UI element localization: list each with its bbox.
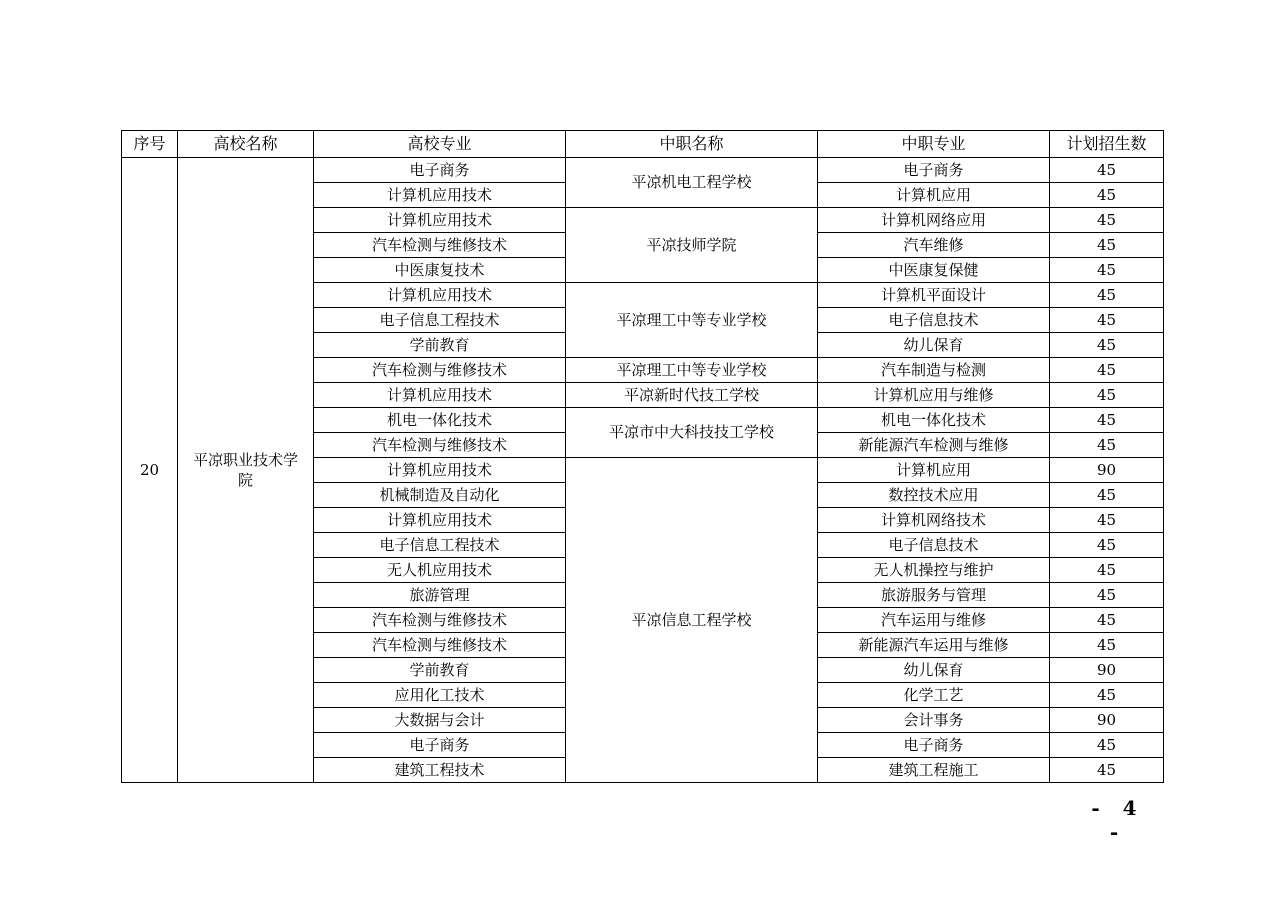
- vocational-school-cell: 平凉理工中等专业学校: [566, 358, 818, 383]
- vocational-school-cell: 平凉技师学院: [566, 208, 818, 283]
- quota-cell: 45: [1050, 433, 1164, 458]
- quota-cell: 45: [1050, 308, 1164, 333]
- quota-cell: 45: [1050, 358, 1164, 383]
- college-major-cell: 电子商务: [314, 158, 566, 183]
- vocational-major-cell: 计算机网络技术: [818, 508, 1050, 533]
- quota-cell: 45: [1050, 533, 1164, 558]
- quota-cell: 45: [1050, 583, 1164, 608]
- college-major-cell: 计算机应用技术: [314, 283, 566, 308]
- quota-cell: 45: [1050, 383, 1164, 408]
- vocational-major-cell: 电子信息技术: [818, 533, 1050, 558]
- quota-cell: 45: [1050, 333, 1164, 358]
- college-major-cell: 旅游管理: [314, 583, 566, 608]
- quota-cell: 45: [1050, 283, 1164, 308]
- vocational-major-cell: 汽车运用与维修: [818, 608, 1050, 633]
- vocational-major-cell: 化学工艺: [818, 683, 1050, 708]
- vocational-school-cell: 平凉理工中等专业学校: [566, 283, 818, 358]
- vocational-major-cell: 无人机操控与维护: [818, 558, 1050, 583]
- vocational-major-cell: 计算机应用: [818, 458, 1050, 483]
- quota-cell: 45: [1050, 483, 1164, 508]
- vocational-major-cell: 计算机应用与维修: [818, 383, 1050, 408]
- vocational-major-cell: 旅游服务与管理: [818, 583, 1050, 608]
- quota-cell: 45: [1050, 758, 1164, 783]
- enrollment-plan-table: [121, 130, 1164, 783]
- header-seq: 序号: [122, 131, 178, 158]
- college-major-cell: 电子商务: [314, 733, 566, 758]
- college-major-cell: 中医康复技术: [314, 258, 566, 283]
- vocational-major-cell: 汽车制造与检测: [818, 358, 1050, 383]
- college-major-cell: 应用化工技术: [314, 683, 566, 708]
- college-major-cell: 电子信息工程技术: [314, 533, 566, 558]
- header-quota: 计划招生数: [1050, 131, 1164, 158]
- vocational-major-cell: 新能源汽车运用与维修: [818, 633, 1050, 658]
- college-major-cell: 计算机应用技术: [314, 183, 566, 208]
- seq-cell: 20: [122, 158, 178, 783]
- vocational-major-cell: 电子商务: [818, 158, 1050, 183]
- college-major-cell: 计算机应用技术: [314, 508, 566, 533]
- header-vocational-school: 中职名称: [566, 131, 818, 158]
- vocational-school-cell: 平凉新时代技工学校: [566, 383, 818, 408]
- college-major-cell: 学前教育: [314, 658, 566, 683]
- vocational-major-cell: 幼儿保育: [818, 333, 1050, 358]
- college-major-cell: 无人机应用技术: [314, 558, 566, 583]
- college-major-cell: 计算机应用技术: [314, 208, 566, 233]
- college-major-cell: 计算机应用技术: [314, 383, 566, 408]
- college-major-cell: 建筑工程技术: [314, 758, 566, 783]
- quota-cell: 45: [1050, 258, 1164, 283]
- college-major-cell: 汽车检测与维修技术: [314, 633, 566, 658]
- page-number: - 4 -: [1091, 796, 1145, 844]
- quota-cell: 90: [1050, 458, 1164, 483]
- college-major-cell: 汽车检测与维修技术: [314, 358, 566, 383]
- vocational-major-cell: 电子商务: [818, 733, 1050, 758]
- quota-cell: 90: [1050, 658, 1164, 683]
- quota-cell: 45: [1050, 508, 1164, 533]
- table-header-row: [122, 131, 1164, 158]
- header-college-name: 高校名称: [178, 131, 314, 158]
- vocational-major-cell: 幼儿保育: [818, 658, 1050, 683]
- quota-cell: 45: [1050, 558, 1164, 583]
- vocational-major-cell: 数控技术应用: [818, 483, 1050, 508]
- college-name-cell: 平凉职业技术学院: [178, 158, 314, 783]
- quota-cell: 45: [1050, 633, 1164, 658]
- vocational-school-cell: 平凉市中大科技技工学校: [566, 408, 818, 458]
- college-major-cell: 大数据与会计: [314, 708, 566, 733]
- college-major-cell: 学前教育: [314, 333, 566, 358]
- vocational-major-cell: 新能源汽车检测与维修: [818, 433, 1050, 458]
- quota-cell: 45: [1050, 683, 1164, 708]
- quota-cell: 45: [1050, 208, 1164, 233]
- vocational-major-cell: 汽车维修: [818, 233, 1050, 258]
- header-college-major: 高校专业: [314, 131, 566, 158]
- vocational-school-cell: 平凉机电工程学校: [566, 158, 818, 208]
- college-major-cell: 电子信息工程技术: [314, 308, 566, 333]
- college-major-cell: 汽车检测与维修技术: [314, 233, 566, 258]
- table-body: [122, 158, 1164, 783]
- vocational-major-cell: 计算机平面设计: [818, 283, 1050, 308]
- header-vocational-major: 中职专业: [818, 131, 1050, 158]
- vocational-major-cell: 建筑工程施工: [818, 758, 1050, 783]
- college-major-cell: 计算机应用技术: [314, 458, 566, 483]
- college-major-cell: 汽车检测与维修技术: [314, 433, 566, 458]
- vocational-school-cell: 平凉信息工程学校: [566, 458, 818, 783]
- table-row: [122, 158, 1164, 183]
- vocational-major-cell: 电子信息技术: [818, 308, 1050, 333]
- quota-cell: 90: [1050, 708, 1164, 733]
- college-major-cell: 机电一体化技术: [314, 408, 566, 433]
- quota-cell: 45: [1050, 233, 1164, 258]
- college-major-cell: 机械制造及自动化: [314, 483, 566, 508]
- quota-cell: 45: [1050, 158, 1164, 183]
- college-major-cell: 汽车检测与维修技术: [314, 608, 566, 633]
- vocational-major-cell: 计算机网络应用: [818, 208, 1050, 233]
- vocational-major-cell: 中医康复保健: [818, 258, 1050, 283]
- vocational-major-cell: 机电一体化技术: [818, 408, 1050, 433]
- quota-cell: 45: [1050, 408, 1164, 433]
- quota-cell: 45: [1050, 608, 1164, 633]
- quota-cell: 45: [1050, 183, 1164, 208]
- vocational-major-cell: 计算机应用: [818, 183, 1050, 208]
- vocational-major-cell: 会计事务: [818, 708, 1050, 733]
- quota-cell: 45: [1050, 733, 1164, 758]
